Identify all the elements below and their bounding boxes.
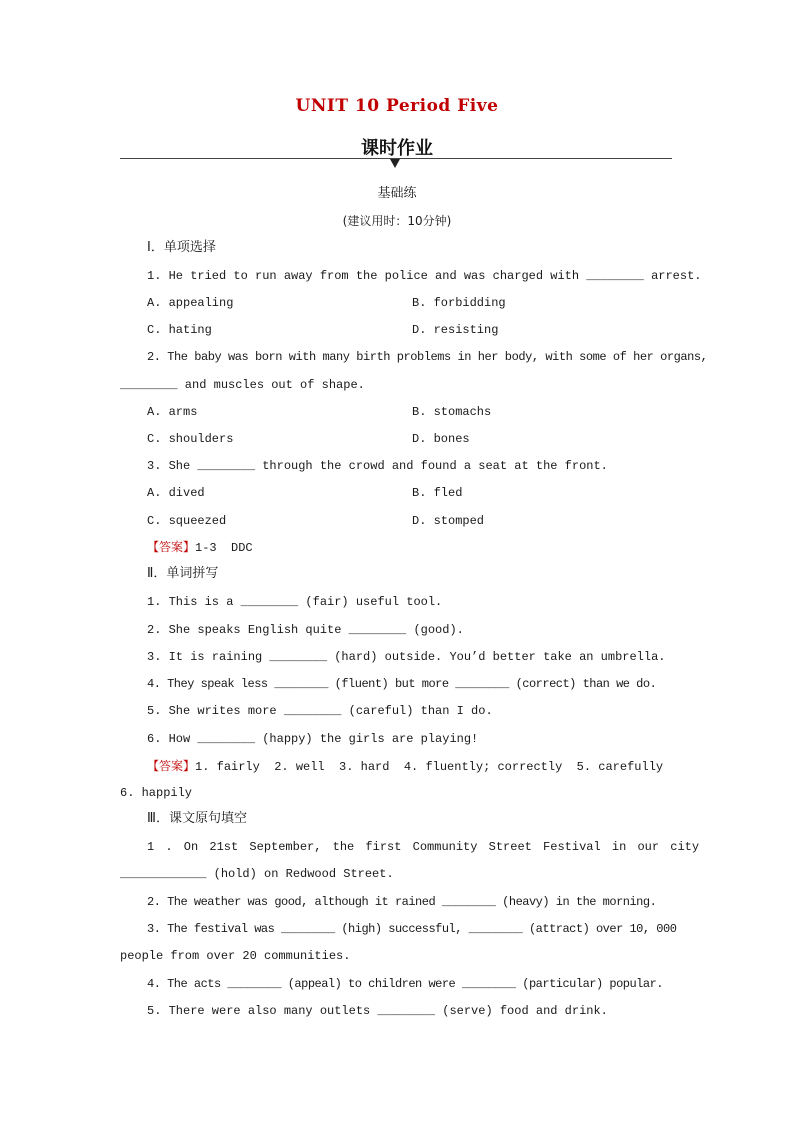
s2-item-3: 3. It is raining ________ (hard) outside. You’d better take an umbrella. xyxy=(147,650,666,664)
q1-option-d: D. resisting xyxy=(412,323,499,337)
q1-option-a: A. appealing xyxy=(147,296,234,310)
q2-stem-line1: 2. The baby was born with many birth problems in her body, with some of her organs, xyxy=(147,350,708,364)
answer-tag: 【答案】 xyxy=(147,759,196,773)
s2-item-5: 5. She writes more ________ (careful) than I do. xyxy=(147,704,493,718)
page-title: UNIT 10 Period Five xyxy=(295,96,499,116)
q1-option-c: C. hating xyxy=(147,323,212,337)
s3-q2: 2. The weather was good, although it rained ________ (heavy) in the morning. xyxy=(147,895,657,909)
q2-option-a: A. arms xyxy=(147,405,198,419)
q3-option-b: B. fled xyxy=(412,486,463,500)
level-label: 基础练 xyxy=(377,186,417,201)
q3-stem: 3. She ________ through the crowd and found a seat at the front. xyxy=(147,459,608,473)
s3-q1-line1: 1 . On 21st September, the first Community Street Festival in our city xyxy=(147,840,700,854)
s2-item-1: 1. This is a ________ (fair) useful tool. xyxy=(147,595,443,609)
answer-text: 1-3 DDC xyxy=(195,541,253,555)
triangle-down-icon xyxy=(390,159,400,168)
s2-item-6: 6. How ________ (happy) the girls are playing! xyxy=(147,732,479,746)
section-2-answer-cont: 6. happily xyxy=(120,786,193,800)
q2-option-d: D. bones xyxy=(412,432,470,446)
q2-option-c: C. shoulders xyxy=(147,432,234,446)
page-subtitle: 课时作业 xyxy=(361,138,433,159)
q3-option-a: A. dived xyxy=(147,486,205,500)
q2-stem-line2: ________ and muscles out of shape. xyxy=(120,378,365,392)
s3-q5: 5. There were also many outlets ________ (serve) food and drink. xyxy=(147,1004,608,1018)
section-2-heading: Ⅱ．单词拼写 xyxy=(147,566,219,581)
q1-stem: 1. He tried to run away from the police and was charged with ________ arrest. xyxy=(147,269,702,283)
s3-q4: 4. The acts ________ (appeal) to children were ________ (particular) popular. xyxy=(147,977,663,991)
q1-option-b: B. forbidding xyxy=(412,296,506,310)
s3-q3-line2: people from over 20 communities. xyxy=(120,949,351,963)
section-3-heading: Ⅲ．课文原句填空 xyxy=(147,811,247,826)
q3-option-c: C. squeezed xyxy=(147,514,227,528)
q3-option-d: D. stomped xyxy=(412,514,485,528)
s2-item-2: 2. She speaks English quite ________ (good). xyxy=(147,623,464,637)
answer-text: 1. fairly 2. well 3. hard 4. fluently; correctly 5. carefully xyxy=(195,760,664,774)
s3-q1-line2: ____________ (hold) on Redwood Street. xyxy=(120,867,394,881)
s3-q3-line1: 3. The festival was ________ (high) successful, ________ (attract) over 10, 000 xyxy=(147,922,677,936)
section-1-heading: Ⅰ．单项选择 xyxy=(147,240,216,255)
section-2-answer xyxy=(147,759,663,774)
section-1-answer xyxy=(147,540,253,555)
s2-item-4: 4. They speak less ________ (fluent) but more ________ (correct) than we do. xyxy=(147,677,657,691)
q2-option-b: B. stomachs xyxy=(412,405,492,419)
time-suggestion: (建议用时：10分钟) xyxy=(342,214,452,228)
answer-tag: 【答案】 xyxy=(147,540,196,554)
